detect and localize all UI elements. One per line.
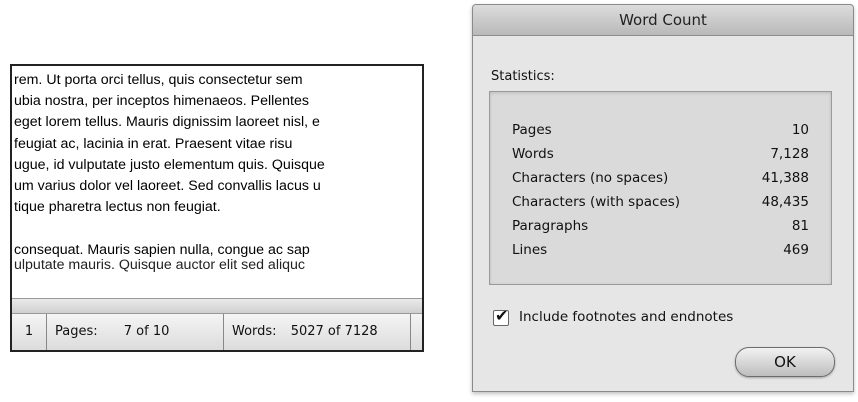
stat-label: Characters (no spaces) [512, 170, 669, 186]
statistics-box [489, 91, 832, 285]
stat-row-pages [512, 122, 809, 146]
pages-value: 7 of 10 [123, 324, 170, 339]
stat-label: Pages [512, 122, 552, 138]
stat-row-lines [512, 242, 809, 266]
document-line: tique pharetra lectus non feugiat. [14, 199, 221, 216]
document-line: um varius dolor vel laoreet. Sed convallis lacus u [14, 177, 321, 194]
stat-value: 10 [791, 122, 809, 138]
document-line: eget lorem tellus. Mauris dignissim laoreet nisl, e [14, 114, 320, 131]
status-pages[interactable] [47, 314, 224, 350]
stat-value: 469 [783, 242, 809, 258]
document-line: ugue, id vulputate justo elementum quis. Quisque [14, 156, 325, 173]
page-number: 1 [24, 324, 34, 339]
document-line: feugiat ac, lacinia in erat. Praesent vitae risu [14, 135, 293, 152]
horizontal-scrollbar[interactable] [12, 298, 422, 313]
stat-label: Characters (with spaces) [512, 194, 681, 210]
stat-value: 41,388 [761, 170, 809, 186]
stat-label: Words [512, 146, 554, 162]
include-footnotes-checkbox[interactable] [493, 310, 509, 326]
words-value: 5027 of 7128 [290, 324, 378, 339]
statistics-label: Statistics: [491, 69, 555, 84]
include-footnotes-label[interactable]: Include footnotes and endnotes [519, 309, 734, 325]
document-line: ulputate mauris. Quisque auctor elit sed aliquc [14, 256, 306, 273]
stat-value: 7,128 [770, 146, 809, 162]
dialog-title: Word Count [473, 5, 853, 36]
stat-label: Paragraphs [512, 218, 589, 234]
document-line: ubia nostra, per inceptos himenaeos. Pellentes [14, 93, 309, 110]
stat-row-characters-no-spaces [512, 170, 809, 194]
word-count-dialog [472, 4, 854, 392]
stat-value: 48,435 [761, 194, 809, 210]
stat-label: Lines [512, 242, 548, 258]
stat-row-paragraphs [512, 218, 809, 242]
document-line: consequat. Mauris sapien nulla, congue ac sap [14, 241, 310, 258]
stat-value: 81 [791, 218, 809, 234]
status-bar [12, 313, 422, 350]
stat-row-words [512, 146, 809, 170]
words-label: Words: [232, 324, 277, 339]
pages-label: Pages: [55, 324, 98, 339]
document-window [10, 64, 424, 352]
stat-row-characters-with-spaces [512, 194, 809, 218]
document-body[interactable] [14, 70, 424, 300]
status-page-number[interactable] [12, 314, 47, 350]
document-line: rem. Ut porta orci tellus, quis consectetur sem [14, 72, 303, 88]
ok-button[interactable]: OK [735, 347, 835, 377]
status-words[interactable] [224, 314, 411, 350]
document-line [14, 218, 424, 239]
